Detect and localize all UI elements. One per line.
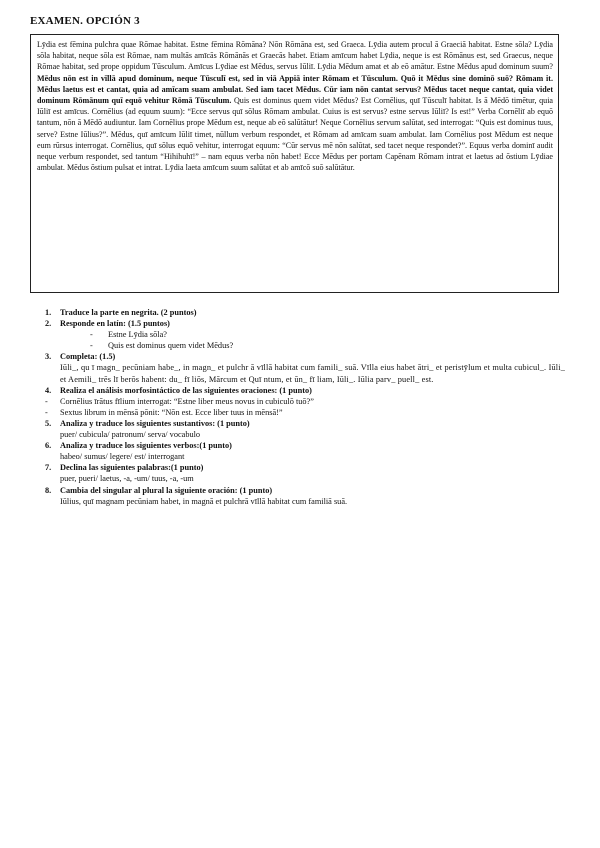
page-title: EXAMEN. OPCIÓN 3 xyxy=(30,15,140,27)
question-number: 5. xyxy=(45,418,52,428)
question-3 xyxy=(45,351,565,384)
question-list xyxy=(45,307,565,507)
question-title: Realiza el análisis morfosintáctico de las siguientes oraciones: (1 punto) xyxy=(60,385,312,395)
sub-question: - Quis est dominus quem videt Mēdus? xyxy=(90,341,234,351)
question-5 xyxy=(45,418,565,440)
question-title: Analiza y traduce los siguientes sustantivos: (1 punto) xyxy=(60,418,250,428)
passage-text-1: Lȳdia est fēmina pulchra quae Rōmae habitat. Estne fēmina Rōmāna? Nōn Rōmāna est, sed Graeca. Lȳdia autem procul ā Graeciā habitat. Estne sōla? Lȳdia sōla habitat, neque sōla est Rōmae, nam multās amīcās Rōmānās et Graecās habet. Etiam amīcum habet Lȳdia, neque is est Rōmānus est, sed Graecus, neque Rōmae habitat, sed prope oppidum Tūsculum. Amīcus Lȳdiae est Mēdus, servus Iūliī. Lȳdia Mēdum amat et ab eō amātur. Estne Mēdus apud dominum suum? xyxy=(37,40,553,72)
question-number: 6. xyxy=(45,441,52,451)
question-number: 3. xyxy=(45,352,52,362)
sentence-item: - Cornēlius īrātus fīlium interrogat: “Estne liber meus novus in cubiculō tuō?” xyxy=(45,396,314,406)
question-title: Completa: (1.5) xyxy=(60,352,116,362)
question-7 xyxy=(45,462,565,484)
question-title: Analiza y traduce los siguientes verbos:(1 punto) xyxy=(60,441,232,451)
passage-bold-text: Mēdus nōn est in vīllā apud dominum, neque Tūsculī est, sed in viā Appiā inter Rōmam et Tūsculum. Quō it Mēdus sine dominō suō? Rōmam it. Mēdus laetus est et cantat, quia ad amīcam suam ambulat. Sed iam tacet Mēdus. Cūr iam nōn cantat servus? Mēdus tacet neque cantat, quia videt dominum Rōmānum quī equō vehitur Rōmā Tūsculum. xyxy=(37,73,553,106)
question-number: 7. xyxy=(45,463,52,473)
sub-question: - Estne Lȳdia sōla? xyxy=(90,330,167,340)
question-2 xyxy=(45,318,565,351)
question-number: 1. xyxy=(45,308,52,317)
question-title: Responde en latín: (1.5 puntos) xyxy=(60,319,170,329)
question-body: Iūlius, quī magnam pecūniam habet, in magnā et pulchrā vīllā habitat cum familiā suā. xyxy=(60,496,348,506)
question-title: Declina las siguientes palabras:(1 punto) xyxy=(60,463,204,473)
passage-text-2: Quis est dominus quem videt Mēdus? Est Cornēlius, quī Tūsculī habitat. Is ā Mēdō timētur, quia Iūliī est amīcus. Cornēlius (ad equum suum): “Ecce servus quī sōlus Rōmam ambulat. Cuius is est servus? estne servus Iūliī? Is est!” Verba Cornēliī ab equō tantum, nōn ā Mēdō audiuntur. Iam Cornēlius prope Mēdum est, neque ab eō salūtātur! Neque Cornēlius servum salūtat, sed interrogat: “Quis est dominus tuus, serve? Estne Iūlius?”. Mēdus, quī amīcum Iūliī timet, nūllum verbum respondet, et Rōmam ad amīcam suam ambulat. Iam Cornēlius post Mēdum est neque eum rūrsus interrogat. Cornēlius, quī sōlus equō vehitur, interrogat equum: “Cūr servus mē nōn salūtat, sed tacet neque respondet?”. Equus verba dominī audit neque verbum respondet, sed tantum “Hihihuhī!” – nam equus verba nōn habet! Ecce Mēdus per portam Capēnam Rōmam intrat et laetus ad ōstium Lȳdiae ambulat. Mēdus ōstium pulsat et intrat. Lȳdia laeta amīcum suum salūtat et ab amīcō suō salūtātur. xyxy=(37,96,554,173)
question-1 xyxy=(45,307,565,318)
question-title: Cambia del singular al plural la siguiente oración: (1 punto) xyxy=(60,485,273,495)
question-8 xyxy=(45,485,565,507)
fill-in-text: Iūli_, qu ī magn_ pecūniam habe_, in magn_ et pulchr ā vīllā habitat cum famili_ suā. Vīlla eius habet ātri_ et peristȳlum et multa cubicul_. Iūli_ et Aemili_ trēs lī berōs habent: du_ fī liōs, Mārcum et Quī ntum, et ūn_ fī liam, Iūli_. Iūlia parv_ puell_ est. xyxy=(60,363,565,384)
question-title: Traduce la parte en negrita. (2 puntos) xyxy=(60,308,197,317)
question-number: 2. xyxy=(45,319,52,329)
question-4 xyxy=(45,385,565,418)
latin-passage xyxy=(30,34,559,293)
question-body: puer, pueri/ laetus, -a, -um/ tuus, -a, -um xyxy=(60,474,194,484)
question-body: habeo/ sumus/ legere/ est/ interrogant xyxy=(60,452,185,462)
sentence-item: - Sextus librum in mēnsā pōnit: “Nōn est. Ecce liber tuus in mēnsā!” xyxy=(45,407,283,417)
question-number: 8. xyxy=(45,485,52,495)
question-number: 4. xyxy=(45,385,52,395)
question-6 xyxy=(45,440,565,462)
question-body: puer/ cubicula/ patronum/ serva/ vocabulo xyxy=(60,430,201,440)
